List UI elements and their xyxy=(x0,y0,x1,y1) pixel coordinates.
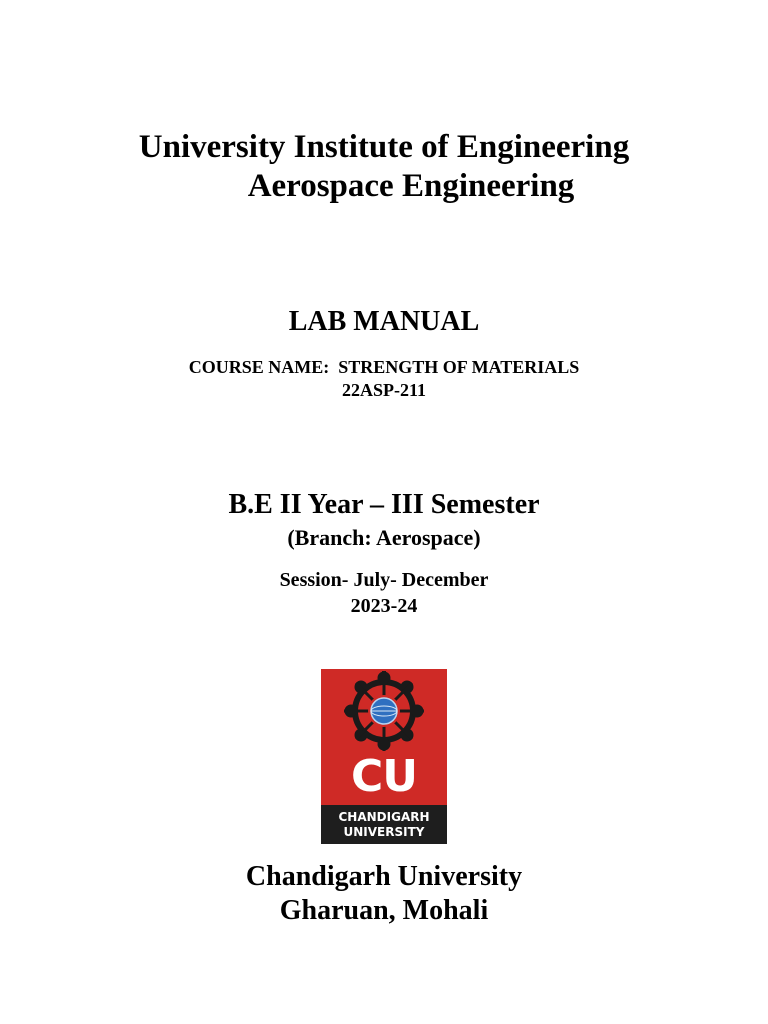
university-name: Chandigarh University xyxy=(245,861,523,892)
university-logo xyxy=(321,669,447,844)
institute-name: University Institute of Engineering xyxy=(138,129,630,165)
session-year: 2023-24 xyxy=(350,595,418,617)
year-semester: B.E II Year – III Semester xyxy=(228,489,540,520)
course-name: COURSE NAME: STRENGTH OF MATERIALS xyxy=(188,357,580,377)
branch: (Branch: Aerospace) xyxy=(287,525,481,550)
logo-name-line2: UNIVERSITY xyxy=(343,825,425,839)
logo-mark: CU xyxy=(350,751,418,802)
session: Session- July- December xyxy=(279,569,489,591)
manual-title: LAB MANUAL xyxy=(288,306,480,337)
logo-name-line1: CHANDIGARH xyxy=(338,810,430,824)
emblem-icon xyxy=(321,669,447,759)
university-location: Gharuan, Mohali xyxy=(279,895,489,926)
department-name: Aerospace Engineering xyxy=(247,168,575,204)
course-code: 22ASP-211 xyxy=(341,380,426,400)
